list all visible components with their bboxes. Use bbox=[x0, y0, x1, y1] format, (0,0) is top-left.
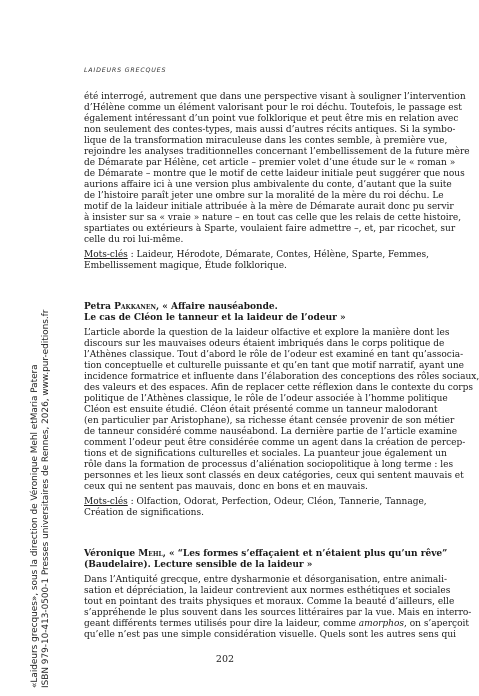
running-head: LAIDEURS GRECQUES bbox=[84, 67, 167, 74]
text-line: été interrogé, autrement que dans une perspective visant à souligner l’intervention bbox=[84, 92, 466, 102]
text-line: rôle dans la formation de processus d’aliénation sociopolitique à long terme : les bbox=[84, 460, 454, 470]
text-line: lique de la transformation miraculeuse dans les contes semble, à première vue, bbox=[84, 136, 448, 146]
text-line: motif de la laideur initiale attribuée à la mère de Démarate aurait donc pu servir bbox=[84, 202, 454, 212]
text-line: (en particulier par Aristophane), sa richesse étant censée provenir de son métier bbox=[84, 416, 455, 426]
keywords-label: Mots-clés bbox=[84, 250, 128, 260]
text-line: des valeurs et des espaces. Afin de replacer cette réflexion dans le contexte du corps bbox=[84, 383, 473, 393]
text-line: comment l’odeur peut être considérée comme un agent dans la création de percep- bbox=[84, 438, 466, 448]
text-line: celle du roi lui-même. bbox=[84, 235, 184, 245]
text-line: spartiates ou extérieurs à Sparte, voulaient faire admettre –, et, par ricochet, sur bbox=[84, 224, 456, 234]
text-line: également intéressant d’un point vue folklorique et peut être mis en relation avec bbox=[84, 114, 459, 124]
author-last-name: Mehl bbox=[138, 549, 163, 559]
text-line: incidence formatrice et influente dans l’élaboration des conceptions des rôles sociaux, bbox=[84, 372, 479, 382]
keywords-list-continued: Embellissement magique, Étude folklorique. bbox=[84, 261, 287, 271]
text-line: de l’histoire paraît jeter une ombre sur la moralité de la mère du roi déchu. Le bbox=[84, 191, 444, 201]
article-title: , « Affaire nauséabonde. bbox=[155, 302, 278, 312]
text-fragment: geant différents termes utilisés pour dire la laideur, comme bbox=[84, 619, 359, 629]
text-line: à insister sur sa « vraie » nature – en tout cas celle que les relais de cette histoire, bbox=[84, 213, 462, 223]
article-title-continued: Le cas de Cléon le tanneur et la laideur de l’odeur » bbox=[84, 313, 346, 323]
page-number: 202 bbox=[215, 654, 235, 665]
article-title-continued: (Baudelaire). Lecture sensible de la laideur » bbox=[84, 560, 313, 570]
text-line: l’Athènes classique. Tout d’abord le rôle de l’odeur est examiné en tant qu’associa- bbox=[84, 350, 464, 360]
text-line: sation et dépréciation, la laideur contrevient aux normes esthétiques et sociales bbox=[84, 586, 451, 596]
text-line: tions et de significations culturelles et sociales. La puanteur joue également un bbox=[84, 449, 447, 459]
text-line: Dans l’Antiquité grecque, entre dysharmonie et désorganisation, entre animali- bbox=[84, 575, 448, 585]
greek-term: amorphos bbox=[358, 619, 405, 629]
intro-keywords bbox=[84, 250, 430, 272]
text-line: d’Hélène comme un élément valorisant pour le roi déchu. Toutefois, le passage est bbox=[84, 103, 462, 113]
keywords-list-continued: Création de significations. bbox=[84, 508, 204, 518]
text-line: tion conceptuelle et culturelle puissante et qu’en tant que motif narratif, ayant une bbox=[84, 361, 464, 371]
article-title: , « “Les formes s’effaçaient et n’étaient plus qu’un rêve” bbox=[162, 549, 448, 559]
article-mehl bbox=[84, 549, 472, 641]
article-heading bbox=[84, 302, 402, 313]
text-line: de tanneur considéré comme nauséabond. La dernière partie de l’article examine bbox=[84, 427, 458, 437]
text-line: politique de l’Athènes classique, le rôle de l’odeur associée à l’homme politique bbox=[84, 394, 448, 404]
intro-paragraph bbox=[84, 92, 470, 246]
author-last-name: Pakkanen bbox=[114, 302, 156, 312]
text-line: aurions affaire ici à une version plus ambivalente du conte, d’autant que la suite bbox=[84, 180, 452, 190]
text-line: de Démarate – montre que le motif de cette laideur initiale peut suggérer que nous bbox=[84, 169, 465, 179]
page-body bbox=[84, 92, 479, 641]
article-heading bbox=[84, 549, 448, 560]
text-line: Cléon est ensuite étudié. Cléon était présenté comme un tanneur malodorant bbox=[84, 405, 438, 415]
isbn-line: ISBN 979-10-413-0500-1 Presses universitaires de Rennes, 2026, www.pur-editions.fr bbox=[41, 309, 51, 688]
text-line: qu’elle n’est pas une simple considération visuelle. Quels sont les autres sens qui bbox=[84, 630, 456, 640]
text-line: L’article aborde la question de la laideur olfactive et explore la manière dont les bbox=[84, 328, 450, 338]
text-line: s’appréhende le plus souvent dans les sources littéraires par la vue. Mais en interro- bbox=[84, 608, 472, 618]
text-line: discours sur les mauvaises odeurs étaient imbriqués dans le corps politique de bbox=[84, 339, 445, 349]
text-line: rejoindre les analyses traditionnelles concernant l’embellissement de la future mère bbox=[84, 147, 470, 157]
text-line: tout en pointant des traits physiques et moraux. Comme la beauté d’ailleurs, elle bbox=[84, 597, 455, 607]
copyright-line: «Laideurs grecques», sous la direction de Véronique Mehl etMaria Patera bbox=[30, 364, 40, 688]
text-fragment: , on s’aperçoit bbox=[404, 619, 470, 629]
text-line: de Démarate par Hélène, cet article – premier volet d’une étude sur le « roman » bbox=[84, 158, 456, 168]
text-line: non seulement des contes-types, mais aussi d’autres récits antiques. Si la symbo- bbox=[84, 125, 456, 135]
article-pakkanen bbox=[84, 302, 479, 519]
author-first-name: Véronique bbox=[84, 549, 136, 559]
author-first-name: Petra bbox=[84, 302, 111, 312]
text-line: personnes et les lieux sont classés en deux catégories, ceux qui sentent mauvais et bbox=[84, 471, 464, 481]
keywords-list: : Olfaction, Odorat, Perfection, Odeur, Cléon, Tannerie, Tannage, bbox=[127, 497, 427, 507]
text-line: ceux qui ne sentent pas mauvais, donc en bons et en mauvais. bbox=[84, 482, 368, 492]
copyright-side-note bbox=[30, 310, 52, 688]
keywords-list: : Laideur, Hérodote, Démarate, Contes, Hélène, Sparte, Femmes, bbox=[127, 250, 430, 260]
keywords-label: Mots-clés bbox=[84, 497, 128, 507]
